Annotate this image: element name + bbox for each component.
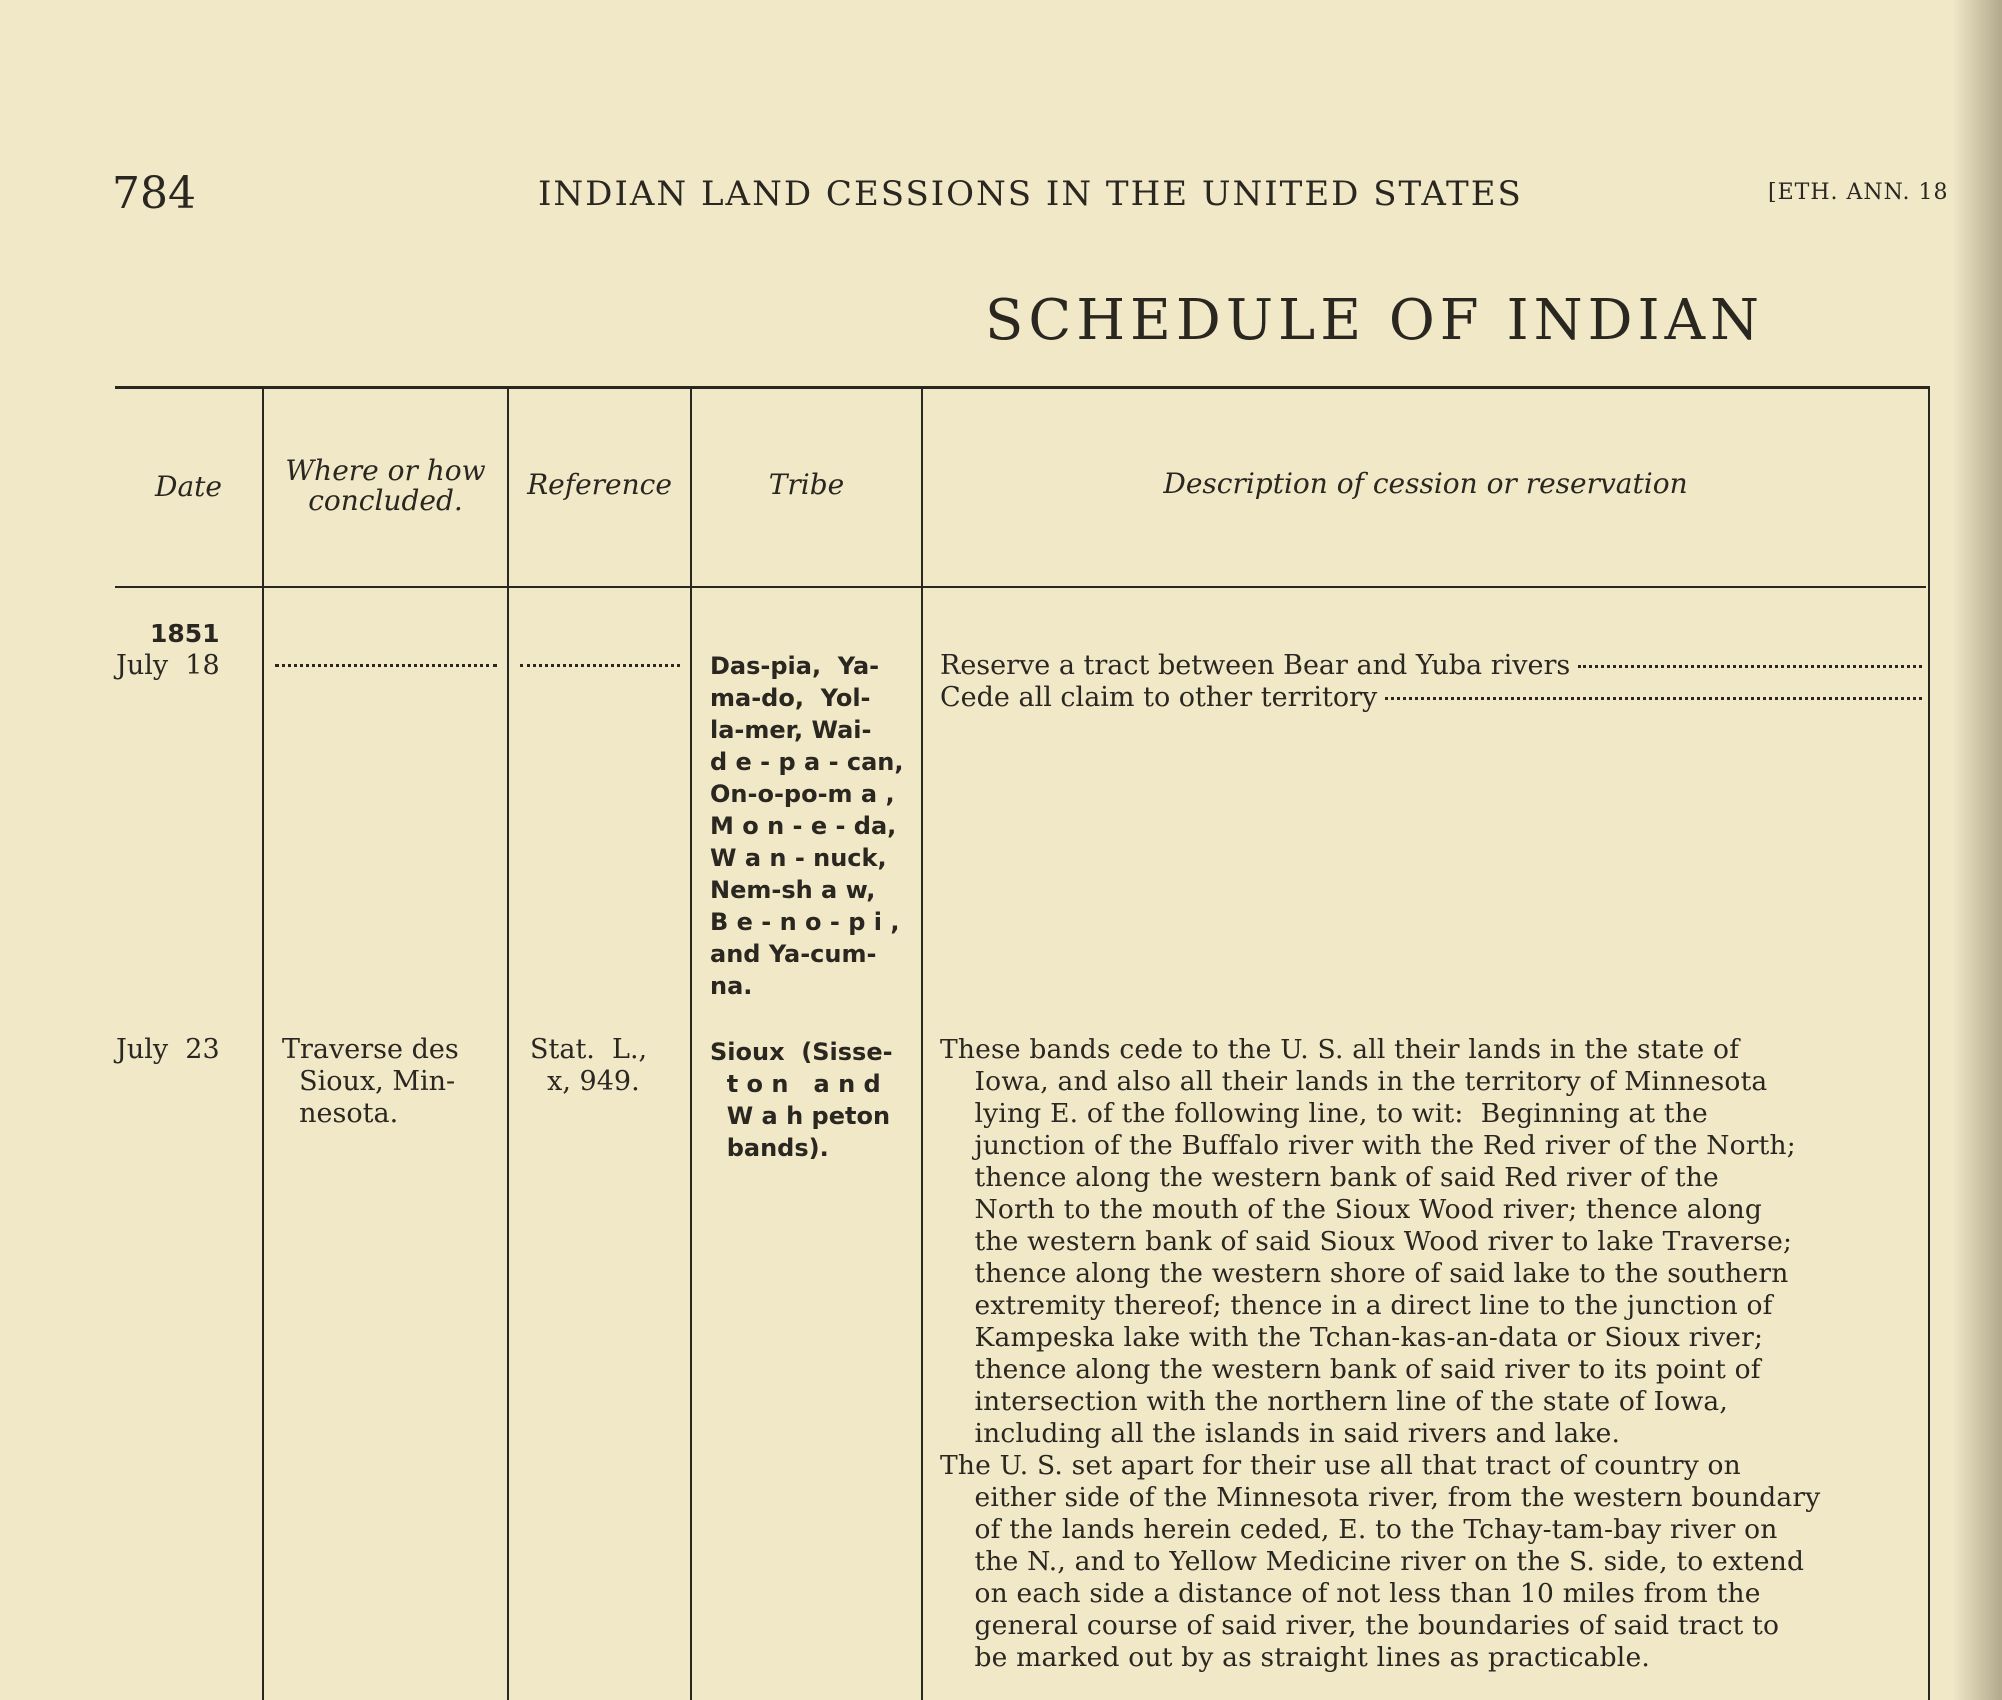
header-bottom-rule xyxy=(115,586,1926,588)
where-leader-dots xyxy=(275,664,497,667)
description-leader-dots xyxy=(1578,665,1922,668)
column-divider-where xyxy=(507,386,509,1700)
column-divider-reference xyxy=(690,386,692,1700)
row-year: 1851 xyxy=(150,619,220,648)
row-tribe: Sioux (Sisse- t o n a n d W a h peton bands). xyxy=(710,1038,893,1162)
page-edge-shadow xyxy=(1952,0,2002,1700)
header-reference: Reference xyxy=(527,468,672,501)
row-reference: Stat. L., x, 949. xyxy=(530,1034,648,1097)
column-divider-date xyxy=(262,386,264,1700)
description-paragraph: These bands cede to the U. S. all their lands in the state of Iowa, and also all their lands in the territory of Minnesota lying E. of the following line, to wit: Beginning at the junction of the Buffalo river with the Red river of the North; thence along the western bank of said Red river of the North to the mouth of the Sioux Wood river; thence along the western bank of said Sioux Wood river to lake Traverse; thence along the western shore of said lake to the southern extremity thereof; thence in a direct line to the junction of Kampeska lake with the Tchan-kas-an-data or Sioux river; thence along the western bank of said river to its point of intersection with the northern line of the state of Iowa, including all the islands in said rivers and lake. xyxy=(940,1034,1796,1449)
row-tribe: Das-pia, Ya- ma-do, Yol- la-mer, Wai- d e - p a - can, On-o-po-m a , M o n - e - da, W a n - nuck, Nem-sh a w, B e - n o - p i , and Ya-cum- na. xyxy=(710,652,904,1000)
description-paragraph: The U. S. set apart for their use all that tract of country on either side of the Minnesota river, from the western boundary of the lands herein ceded, E. to the Tchay-tam-bay river on the N., and to Yellow Medicine river on the S. side, to extend on each side a distance of not less than 10 miles from the general course of said river, the boundaries of said tract to be marked out by as straight lines as practicable. xyxy=(940,1450,1821,1673)
header-where-concluded: Where or how concluded. xyxy=(285,454,486,517)
row-description xyxy=(940,650,1922,714)
description-line: Reserve a tract between Bear and Yuba rivers xyxy=(940,650,1571,681)
header-description: Description of cession or reservation xyxy=(1163,467,1688,500)
description-leader-dots xyxy=(1385,697,1922,700)
page-number: 784 xyxy=(112,168,196,219)
row-description xyxy=(940,1034,1922,1674)
row-date: July 18 xyxy=(116,650,220,681)
header-date: Date xyxy=(155,470,222,503)
row-where-concluded: Traverse des Sioux, Min- nesota. xyxy=(282,1034,459,1129)
column-divider-tribe xyxy=(921,386,923,1700)
description-line: Cede all claim to other territory xyxy=(940,682,1378,713)
reference-leader-dots xyxy=(520,664,680,667)
series-note: [ETH. ANN. 18 xyxy=(1768,180,1949,205)
row-date: July 23 xyxy=(116,1034,220,1065)
running-title: INDIAN LAND CESSIONS IN THE UNITED STATES xyxy=(538,174,1523,214)
table-right-rule xyxy=(1928,386,1930,1700)
running-head xyxy=(0,168,2002,218)
schedule-title: SCHEDULE OF INDIAN xyxy=(985,288,1765,353)
table-top-rule xyxy=(115,386,1930,389)
header-tribe: Tribe xyxy=(768,468,845,501)
